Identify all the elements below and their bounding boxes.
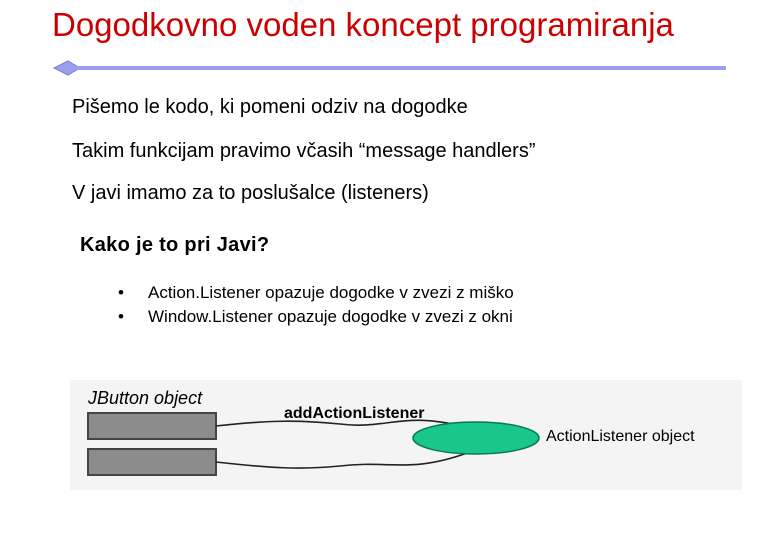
bullet-text: Window.Listener opazuje dogodke v zvezi z okni: [148, 307, 513, 326]
slide-title: Dogodkovno voden koncept programiranja: [52, 6, 674, 43]
title-underline: [52, 58, 728, 78]
title-underline-bar: [76, 66, 726, 70]
bullet-marker: •: [118, 307, 124, 326]
jbutton-bar-top: [88, 413, 216, 439]
listener-diagram: [70, 380, 742, 490]
connector-label: addActionListener: [284, 405, 425, 422]
paragraph-1: Pišemo le kodo, ki pomeni odziv na dogodke: [72, 96, 468, 118]
section-heading: Kako je to pri Javi?: [80, 234, 270, 256]
jbutton-label: JButton object: [88, 388, 203, 408]
jbutton-bar-bottom: [88, 449, 216, 475]
bullet-item-1: [118, 283, 514, 303]
paragraph-2: Takim funkcijam pravimo včasih “message handlers”: [72, 140, 536, 162]
bullet-text: Action.Listener opazuje dogodke v zvezi z miško: [148, 283, 514, 302]
bullet-item-2: [118, 307, 513, 327]
bullet-marker: •: [118, 283, 124, 302]
listener-ellipse: [413, 422, 539, 454]
listener-label: ActionListener object: [546, 428, 695, 445]
paragraph-3: V javi imamo za to poslušalce (listeners): [72, 182, 429, 204]
